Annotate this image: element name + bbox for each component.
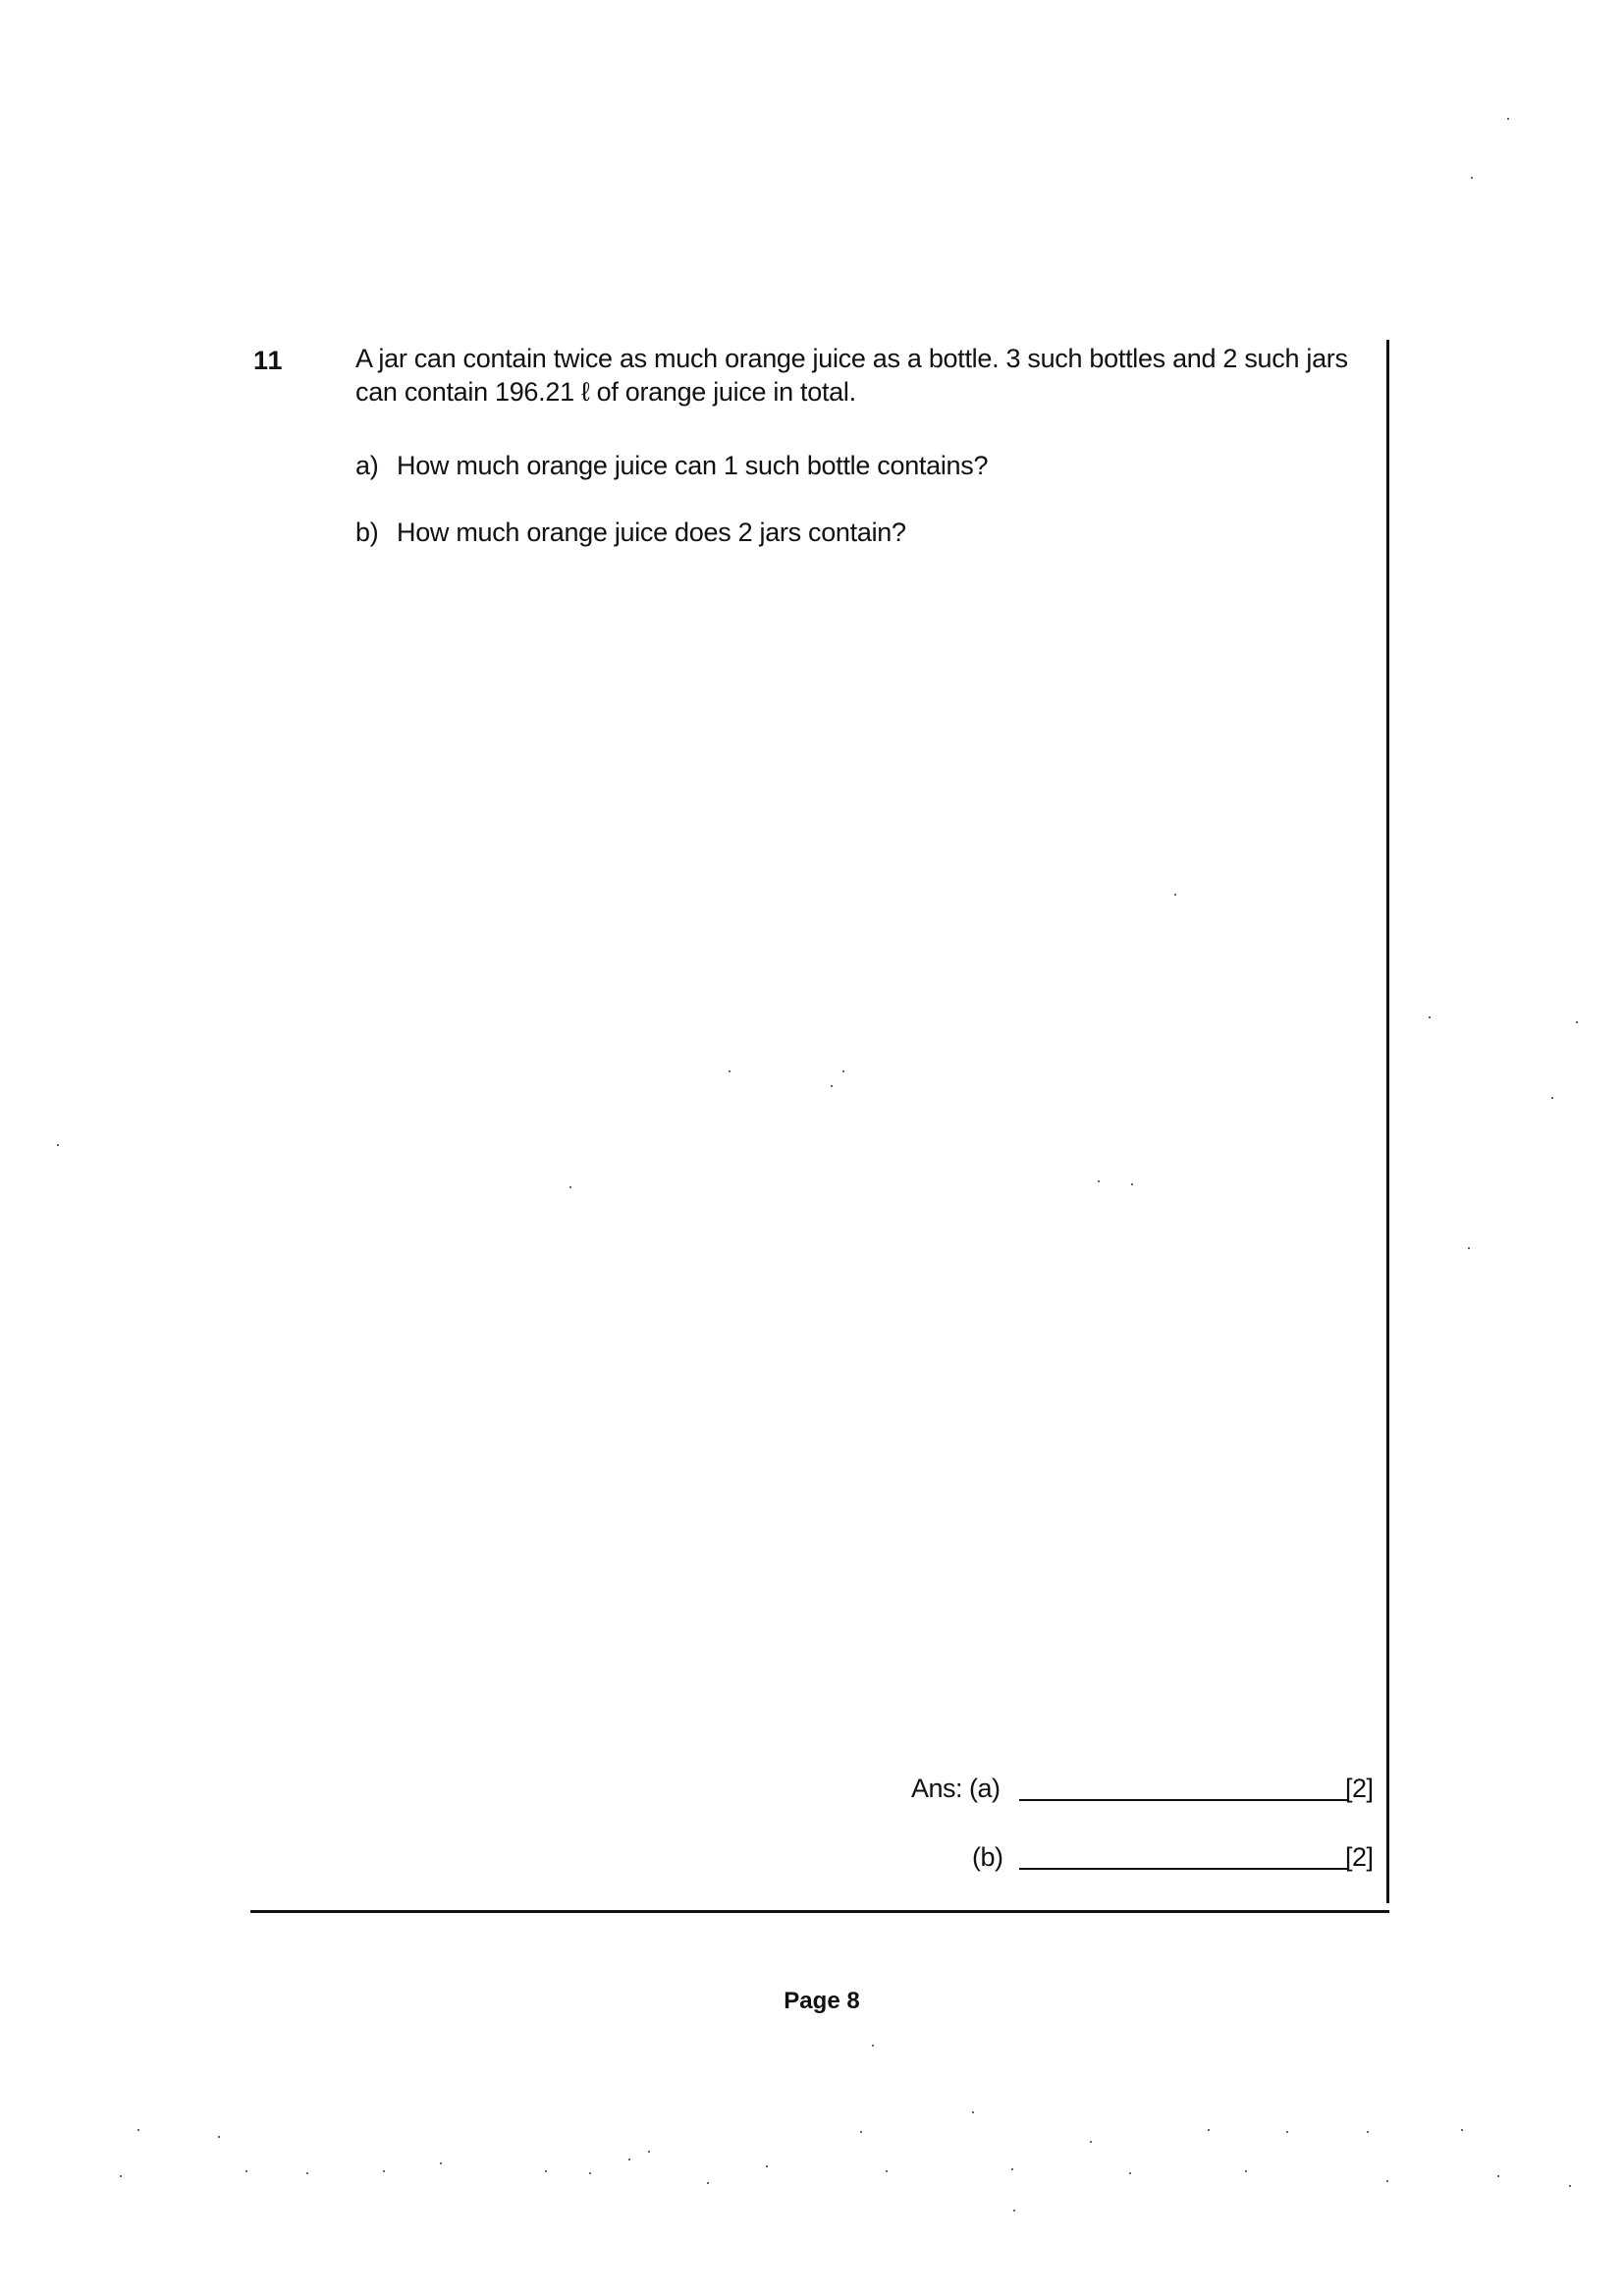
- working-area-bottom-border: [250, 1910, 1389, 1913]
- answer-b-marks: [2]: [1345, 1842, 1374, 1872]
- answer-b-label: (b): [972, 1842, 1003, 1872]
- working-area-right-border: [1386, 340, 1389, 1903]
- part-b-text: How much orange juice does 2 jars contain?: [397, 518, 906, 547]
- page-number: Page 8: [784, 1988, 860, 2014]
- question-stem: A jar can contain twice as much orange juice as a bottle. 3 such bottles and 2 such jars can contain 196.21 ℓ of orange juice in total.: [355, 344, 1348, 407]
- part-b-label: b): [355, 518, 379, 547]
- part-a-text: How much orange juice can 1 such bottle contains?: [397, 451, 989, 480]
- answer-a-label: Ans: (a): [911, 1774, 1001, 1803]
- answer-a-marks: [2]: [1345, 1774, 1374, 1803]
- question-part-b: [355, 518, 906, 548]
- question-part-a: [355, 451, 988, 481]
- part-a-label: a): [355, 451, 379, 480]
- answer-a-blank[interactable]: [1019, 1799, 1349, 1801]
- answer-b-blank[interactable]: [1019, 1868, 1349, 1870]
- question-number: 11: [253, 346, 284, 375]
